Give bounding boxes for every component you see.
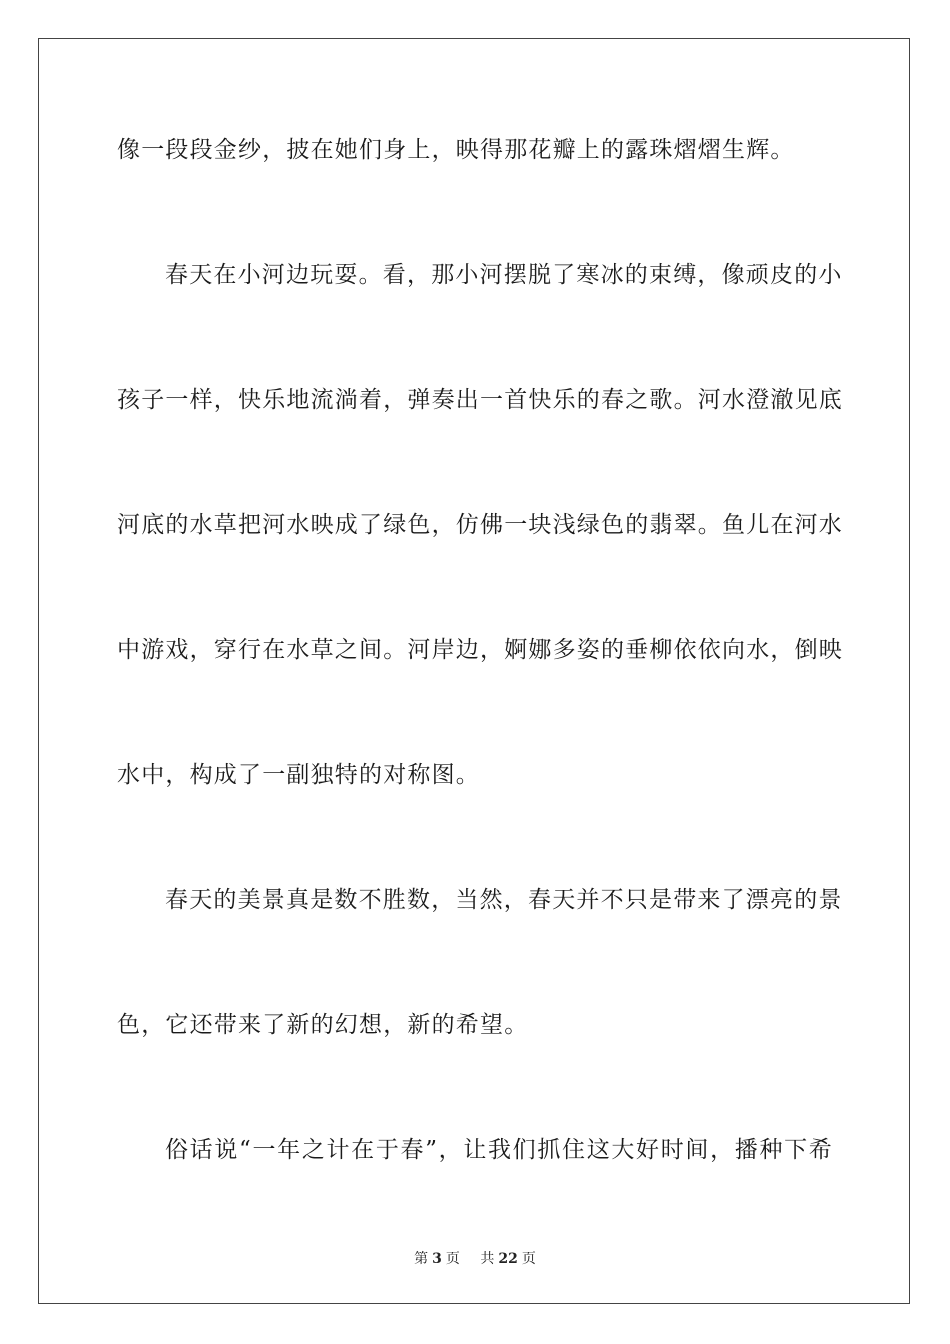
total-prefix: 共 — [480, 1251, 495, 1267]
body-text-line: 水中，构成了一副独特的对称图。 — [117, 762, 480, 788]
body-text-line: 色，它还带来了新的幻想，新的希望。 — [117, 1012, 529, 1038]
total-pages: 22 — [498, 1251, 518, 1267]
body-text-line: 春天在小河边玩耍。看，那小河摆脱了寒冰的束缚，像顽皮的小 — [165, 262, 843, 288]
page-number: 3 — [432, 1251, 442, 1267]
page-suffix: 页 — [445, 1251, 460, 1267]
page-prefix: 第 — [414, 1251, 429, 1267]
body-text-line: 俗话说“一年之计在于春”，让我们抓住这大好时间，播种下希 — [165, 1137, 833, 1163]
total-suffix: 页 — [521, 1251, 536, 1267]
body-text-line: 像一段段金纱，披在她们身上，映得那花瓣上的露珠熠熠生辉。 — [117, 137, 795, 163]
body-text-line: 春天的美景真是数不胜数，当然，春天并不只是带来了漂亮的景 — [165, 887, 843, 913]
body-text-line: 中游戏，穿行在水草之间。河岸边，婀娜多姿的垂柳依依向水，倒映 — [117, 637, 843, 663]
page-footer — [0, 1248, 950, 1268]
body-text-line: 河底的水草把河水映成了绿色，仿佛一块浅绿色的翡翠。鱼儿在河水 — [117, 512, 843, 538]
page-border — [38, 38, 910, 1304]
body-text-line: 孩子一样，快乐地流淌着，弹奏出一首快乐的春之歌。河水澄澈见底 — [117, 387, 843, 413]
